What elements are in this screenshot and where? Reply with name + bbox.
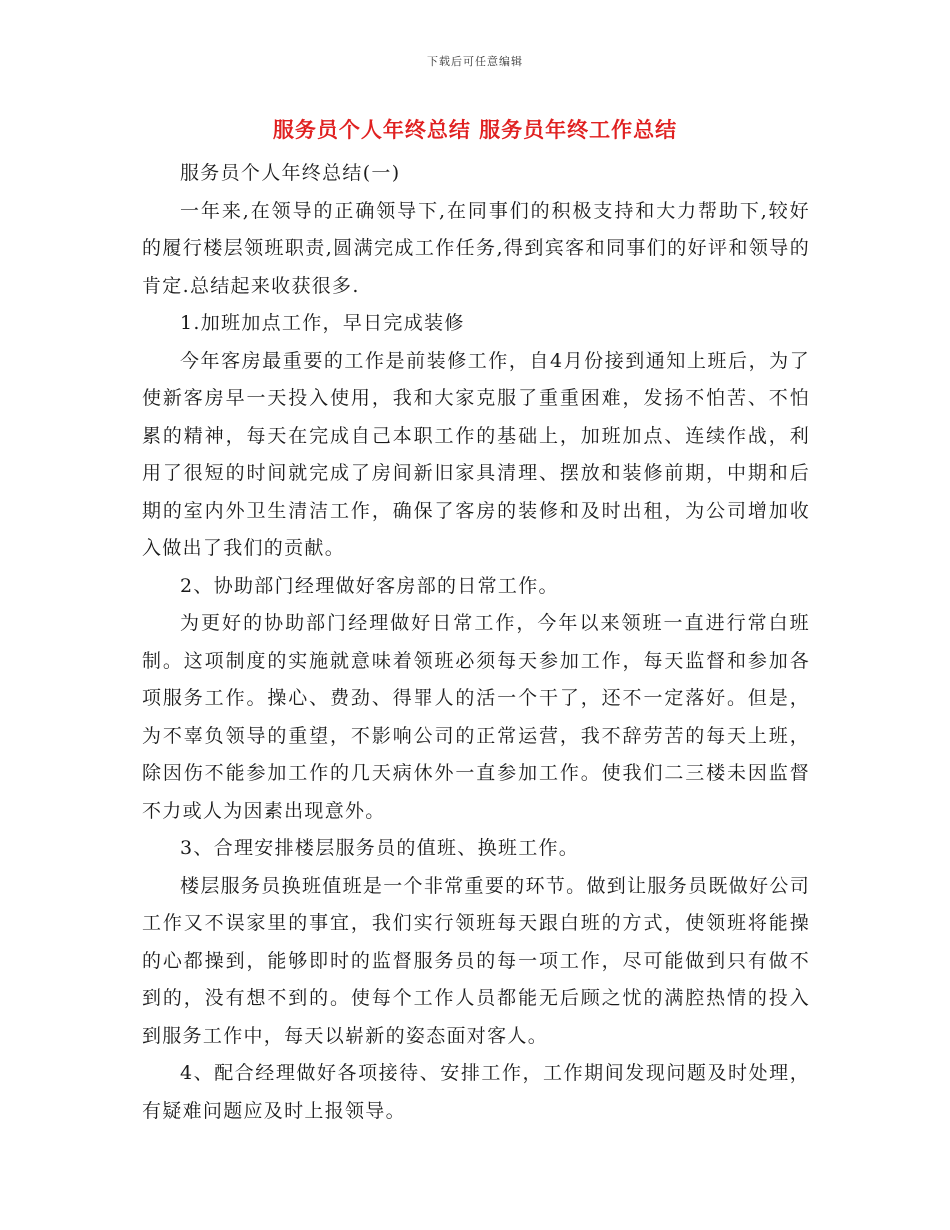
paragraph: 今年客房最重要的工作是前装修工作，自4月份接到通知上班后，为了使新客房早一天投入使用，我和大家克服了重重困难，发扬不怕苦、不怕累的精神，每天在完成自己本职工作的基础上，加班加点、连续作战，利用了很短的时间就完成了房间新旧家具清理、摆放和装修前期，中期和后期的室内外卫生清洁工作，确保了客房的装修和及时出租，为公司增加收入做出了我们的贡献。	[142, 349, 810, 559]
paragraph: 一年来,在领导的正确领导下,在同事们的积极支持和大力帮助下,较好的履行楼层领班职责,圆满完成工作任务,得到宾客和同事们的好评和领导的肯定.总结起来收获很多.	[142, 199, 810, 297]
item-heading: 1.加班加点工作，早日完成装修	[180, 312, 465, 334]
page-title: 服务员个人年终总结 服务员年终工作总结	[272, 117, 678, 142]
item-heading: 3、合理安排楼层服务员的值班、换班工作。	[180, 837, 580, 859]
item-heading: 2、协助部门经理做好客房部的日常工作。	[180, 574, 559, 597]
header-note: 下载后可任意编辑	[427, 55, 523, 68]
paragraph: 楼层服务员换班值班是一个非常重要的环节。做到让服务员既做好公司工作又不误家里的事宜，我们实行领班每天跟白班的方式，使领班将能操的心都操到，能够即时的监督服务员的每一项工作，尽可能做到只有做不到的，没有想不到的。使每个工作人员都能无后顾之忧的满腔热情的投入到服务工作中，每天以崭新的姿态面对客人。	[142, 874, 810, 1047]
section-heading: 服务员个人年终总结(一)	[180, 162, 401, 184]
item-heading: 4、配合经理做好各项接待、安排工作，工作期间发现问题及时处理，有疑难问题应及时上报领导。	[142, 1062, 810, 1122]
document-body	[142, 155, 810, 1130]
paragraph: 为更好的协助部门经理做好日常工作，今年以来领班一直进行常白班制。这项制度的实施就意味着领班必须每天参加工作，每天监督和参加各项服务工作。操心、费劲、得罪人的活一个干了，还不一定落好。但是，为不辜负领导的重望，不影响公司的正常运营，我不辞劳苦的每天上班，除因伤不能参加工作的几天病休外一直参加工作。使我们二三楼未因监督不力或人为因素出现意外。	[142, 612, 810, 822]
